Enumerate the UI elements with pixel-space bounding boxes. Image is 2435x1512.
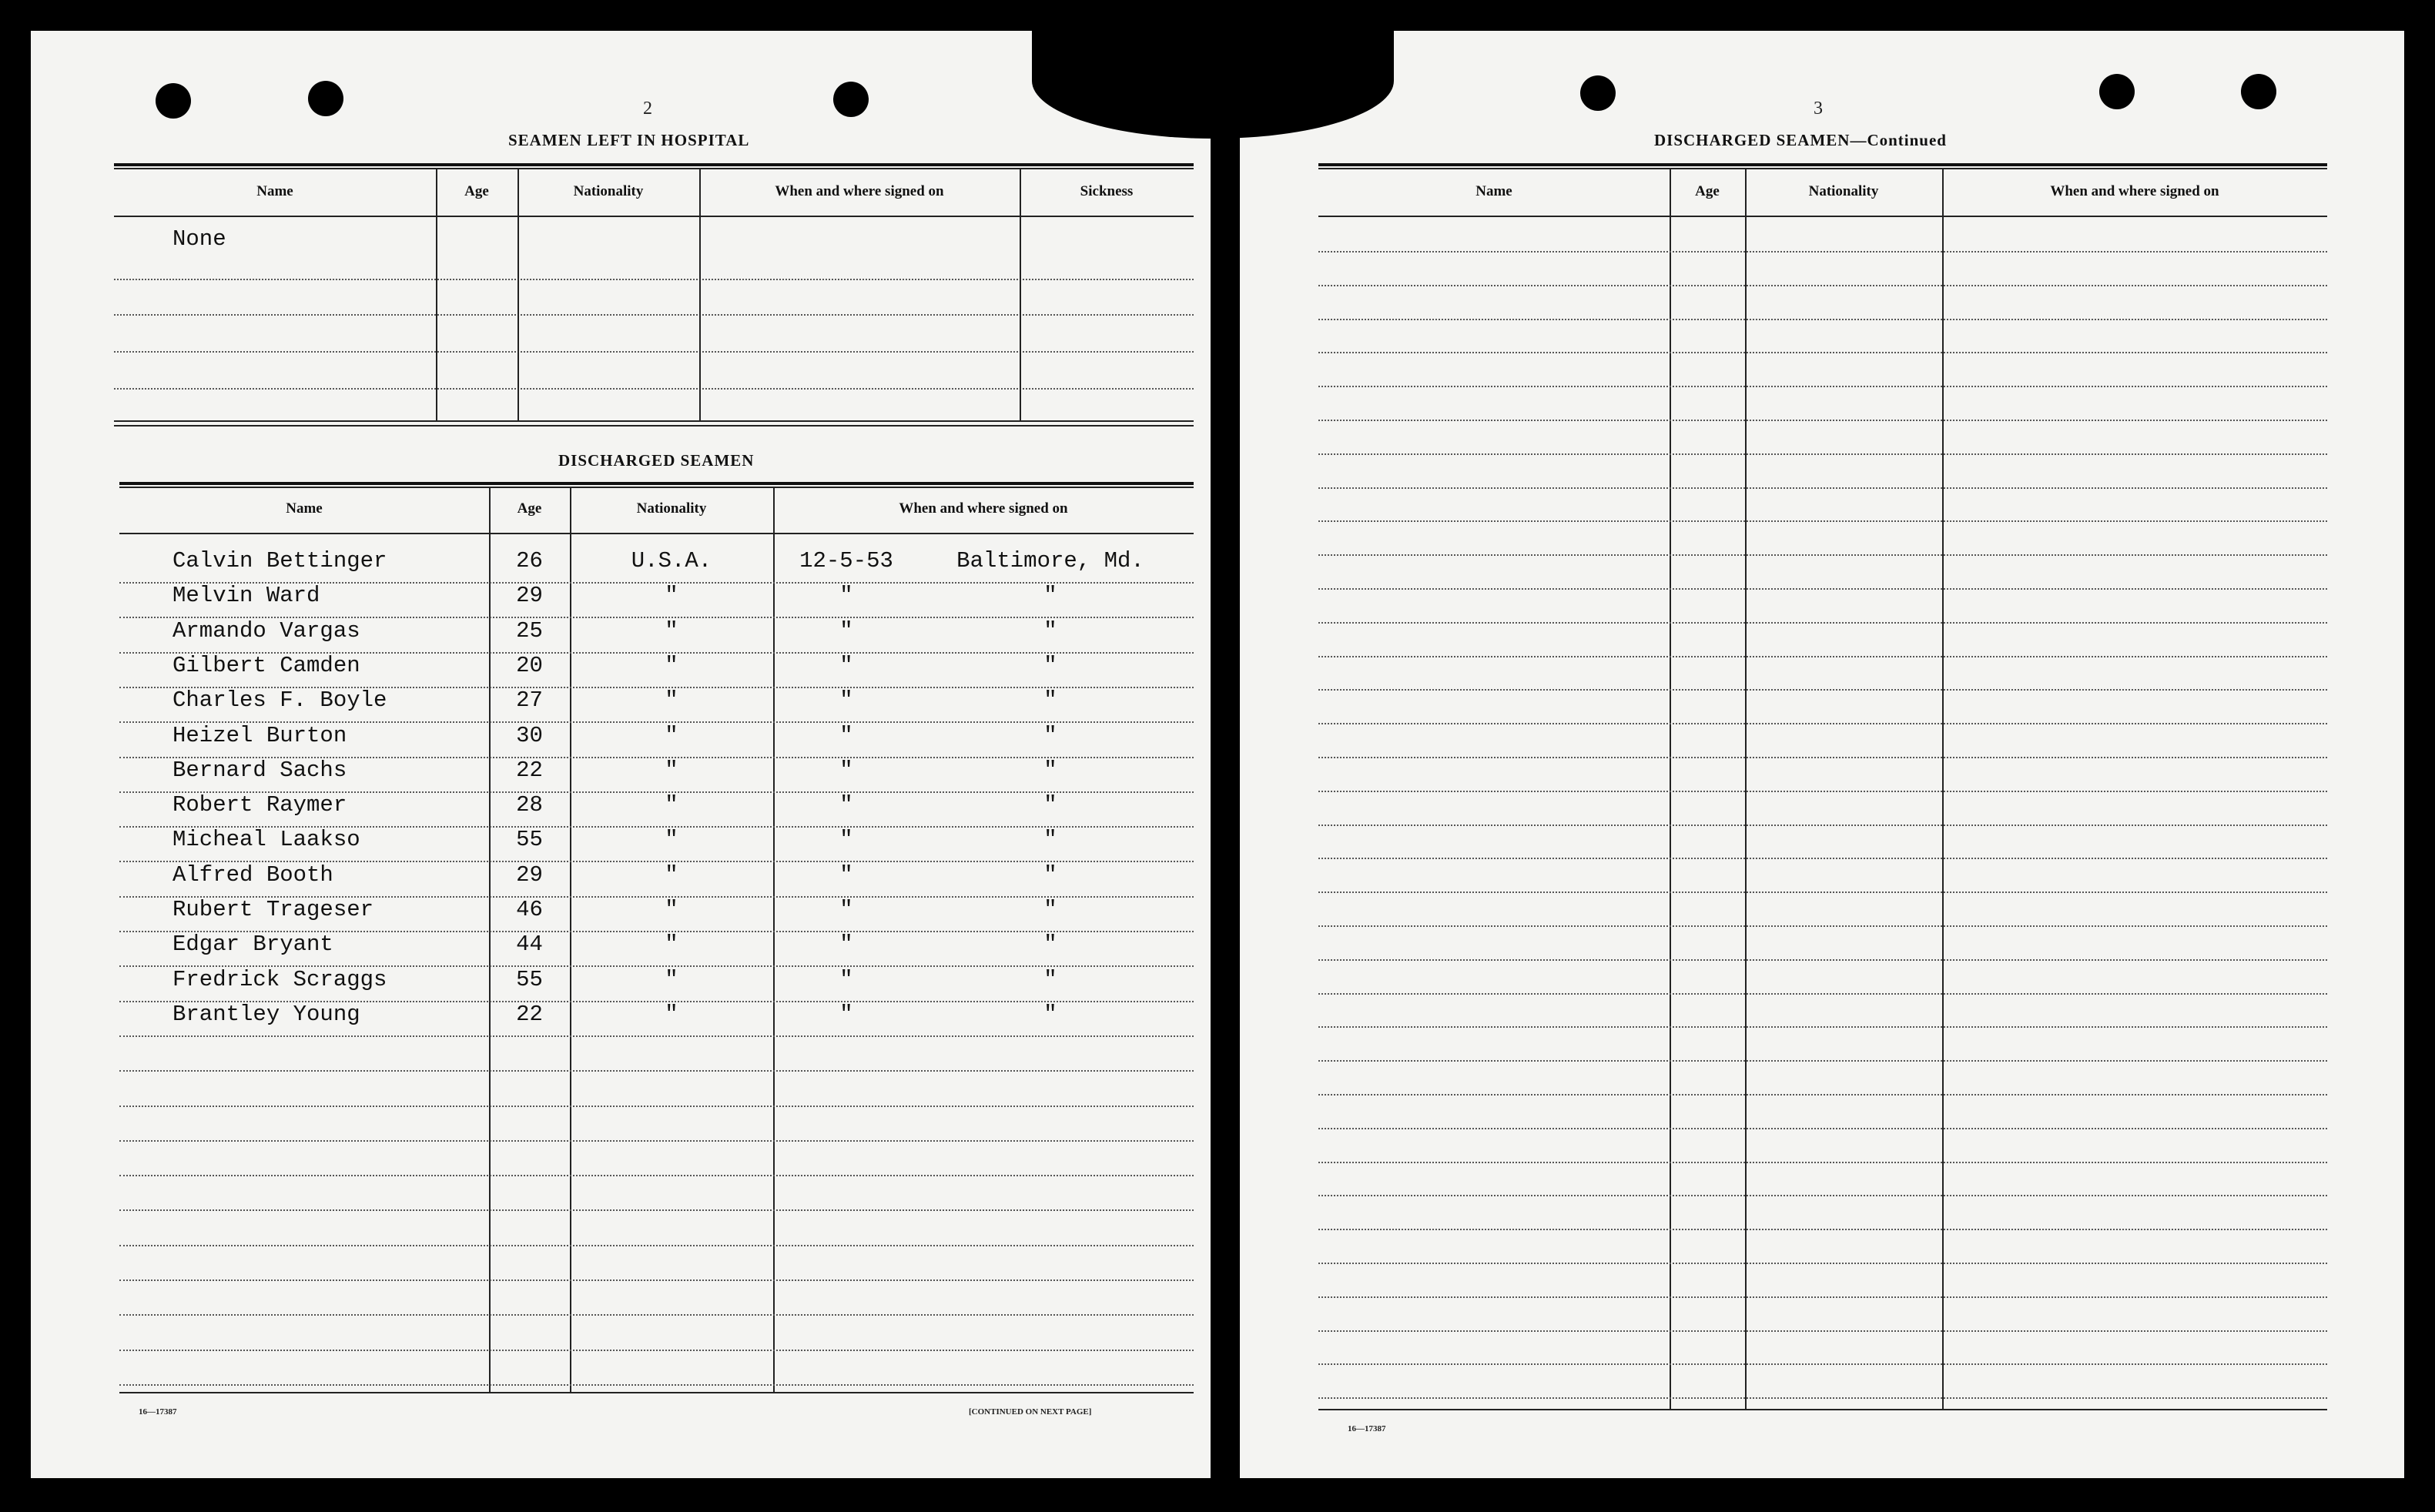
seaman-signed-place: "	[1043, 966, 1057, 992]
seaman-age: 55	[516, 827, 543, 853]
ruled-line	[1318, 1026, 2327, 1028]
seaman-age: 28	[516, 792, 543, 818]
seaman-signed-date: "	[839, 757, 853, 783]
seaman-signed-place: "	[1043, 687, 1057, 714]
hospital-header-name: Name	[256, 183, 293, 199]
seaman-name: Alfred Booth	[172, 861, 333, 888]
seaman-signed-place: "	[1043, 897, 1057, 922]
ruled-line	[1318, 319, 2327, 320]
hospital-section-title: SEAMEN LEFT IN HOSPITAL	[508, 131, 750, 149]
ruled-line	[1318, 757, 2327, 758]
seaman-signed-date: "	[839, 966, 853, 992]
ruled-line	[119, 1035, 1194, 1037]
ruled-line	[1318, 1162, 2327, 1163]
seaman-signed-place: Baltimore, Md.	[956, 548, 1144, 574]
seaman-signed-date: 12-5-53	[799, 548, 893, 574]
seaman-age: 46	[516, 897, 543, 922]
ruled-line	[1318, 1229, 2327, 1230]
seaman-age: 22	[516, 1001, 543, 1027]
right-header-age: Age	[1695, 183, 1720, 199]
seaman-age: 44	[516, 932, 543, 958]
ruled-line	[1318, 1263, 2327, 1264]
ruled-line	[1318, 487, 2327, 489]
seaman-age: 22	[516, 757, 543, 783]
seaman-signed-date: "	[839, 617, 853, 644]
seaman-name: Heizel Burton	[172, 722, 347, 748]
discharged-header-nationality: Nationality	[636, 500, 707, 517]
seaman-nationality: "	[665, 583, 678, 609]
form-number: 16—17387	[139, 1407, 177, 1417]
ruled-line	[1318, 1397, 2327, 1399]
seaman-signed-date: "	[839, 652, 853, 678]
seaman-signed-date: "	[839, 827, 853, 853]
seaman-signed-place: "	[1043, 827, 1057, 853]
ruled-line	[1318, 453, 2327, 455]
ruled-line	[119, 1140, 1194, 1142]
seaman-nationality: "	[665, 966, 678, 992]
seaman-name: Fredrick Scraggs	[172, 966, 387, 992]
right-page	[1240, 31, 2404, 1478]
seaman-nationality: "	[665, 757, 678, 783]
seaman-nationality: "	[665, 617, 678, 644]
ruled-line	[1318, 825, 2327, 826]
seaman-signed-date: "	[839, 687, 853, 714]
ruled-line	[1318, 251, 2327, 253]
seaman-name: Bernard Sachs	[172, 757, 347, 783]
seaman-nationality: U.S.A.	[631, 548, 712, 574]
ruled-line	[1318, 622, 2327, 624]
seaman-name: Micheal Laakso	[172, 827, 360, 853]
seaman-signed-place: "	[1043, 652, 1057, 678]
seaman-signed-place: "	[1043, 792, 1057, 818]
seaman-signed-date: "	[839, 722, 853, 748]
ruled-line	[119, 1106, 1194, 1107]
ruled-line	[1318, 554, 2327, 556]
seaman-signed-place: "	[1043, 1001, 1057, 1027]
ruled-line	[1318, 723, 2327, 724]
seaman-nationality: "	[665, 1001, 678, 1027]
page-number: 3	[1814, 99, 1823, 119]
ruled-line	[119, 1384, 1194, 1386]
seaman-signed-place: "	[1043, 617, 1057, 644]
seaman-signed-date: "	[839, 861, 853, 888]
ruled-line	[1318, 1296, 2327, 1298]
seaman-nationality: "	[665, 861, 678, 888]
ruled-line	[119, 1070, 1194, 1072]
ruled-line	[1318, 1195, 2327, 1196]
ruled-line	[1318, 1094, 2327, 1096]
ruled-line	[1318, 386, 2327, 387]
seaman-name: Robert Raymer	[172, 792, 347, 818]
ruled-line	[119, 1314, 1194, 1316]
binder-hole	[308, 81, 343, 116]
seaman-name: Gilbert Camden	[172, 652, 360, 678]
ruled-line	[1318, 656, 2327, 657]
seaman-age: 55	[516, 966, 543, 992]
seaman-nationality: "	[665, 652, 678, 678]
discharged-continued-title: DISCHARGED SEAMEN—Continued	[1654, 131, 1947, 149]
seaman-nationality: "	[665, 722, 678, 748]
seaman-name: Calvin Bettinger	[172, 548, 387, 574]
seaman-nationality: "	[665, 932, 678, 958]
right-header-name: Name	[1475, 183, 1512, 199]
ruled-line	[1318, 791, 2327, 792]
binder-hole	[833, 82, 869, 117]
seaman-name: Armando Vargas	[172, 617, 360, 644]
seaman-nationality: "	[665, 897, 678, 922]
punch-notch	[1032, 23, 1394, 139]
seaman-signed-place: "	[1043, 932, 1057, 958]
left-page	[31, 31, 1211, 1478]
binder-hole	[1580, 75, 1616, 111]
hospital-header-nationality: Nationality	[573, 183, 644, 199]
ruled-line	[1318, 858, 2327, 859]
seaman-nationality: "	[665, 687, 678, 714]
seaman-age: 27	[516, 687, 543, 714]
ruled-line	[1318, 959, 2327, 961]
ruled-line	[1318, 891, 2327, 893]
ruled-line	[1318, 420, 2327, 421]
ruled-line	[119, 1245, 1194, 1246]
page-number: 2	[643, 99, 652, 119]
ruled-line	[1318, 520, 2327, 522]
seaman-name: Edgar Bryant	[172, 932, 333, 958]
binder-hole	[2099, 74, 2135, 109]
ruled-line	[1318, 993, 2327, 995]
discharged-header-age: Age	[517, 500, 542, 517]
seaman-age: 20	[516, 652, 543, 678]
right-header-nationality: Nationality	[1808, 183, 1879, 199]
seaman-age: 30	[516, 722, 543, 748]
discharged-header-signed-on: When and where signed on	[899, 500, 1068, 517]
hospital-header-age: Age	[464, 183, 489, 199]
ruled-line	[119, 1350, 1194, 1351]
seaman-age: 25	[516, 617, 543, 644]
seaman-signed-place: "	[1043, 722, 1057, 748]
seaman-signed-date: "	[839, 792, 853, 818]
seaman-name: Brantley Young	[172, 1001, 360, 1027]
seaman-nationality: "	[665, 792, 678, 818]
seaman-signed-date: "	[839, 1001, 853, 1027]
hospital-header-sickness: Sickness	[1080, 183, 1134, 199]
ruled-line	[1318, 925, 2327, 927]
discharged-section-title: DISCHARGED SEAMEN	[558, 451, 755, 470]
seaman-signed-place: "	[1043, 583, 1057, 609]
ruled-line	[119, 1280, 1194, 1281]
seaman-age: 29	[516, 861, 543, 888]
ruled-line	[119, 1175, 1194, 1176]
ruled-line	[1318, 285, 2327, 286]
seaman-name: Melvin Ward	[172, 583, 320, 609]
ruled-line	[1318, 689, 2327, 691]
seaman-signed-date: "	[839, 583, 853, 609]
ruled-line	[1318, 588, 2327, 590]
ruled-line	[1318, 1363, 2327, 1365]
continued-note: [CONTINUED ON NEXT PAGE]	[969, 1407, 1092, 1417]
seaman-age: 26	[516, 548, 543, 574]
seaman-signed-place: "	[1043, 757, 1057, 783]
right-header-signed-on: When and where signed on	[2050, 183, 2219, 199]
seaman-name: Charles F. Boyle	[172, 687, 387, 714]
seaman-signed-date: "	[839, 932, 853, 958]
seaman-age: 29	[516, 583, 543, 609]
ruled-line	[1318, 352, 2327, 353]
binder-hole	[2241, 74, 2276, 109]
seaman-signed-place: "	[1043, 861, 1057, 888]
ruled-line	[1318, 1060, 2327, 1062]
ruled-line	[119, 1209, 1194, 1211]
hospital-header-signed-on: When and where signed on	[775, 183, 944, 199]
ruled-line	[1318, 1330, 2327, 1332]
discharged-header-name: Name	[286, 500, 323, 517]
seaman-name: Rubert Trageser	[172, 897, 374, 922]
form-number: 16—17387	[1348, 1424, 1386, 1433]
ruled-line	[1318, 1128, 2327, 1129]
seaman-signed-date: "	[839, 897, 853, 922]
seaman-nationality: "	[665, 827, 678, 853]
hospital-entry-name: None	[172, 226, 226, 252]
binder-hole	[156, 83, 191, 119]
